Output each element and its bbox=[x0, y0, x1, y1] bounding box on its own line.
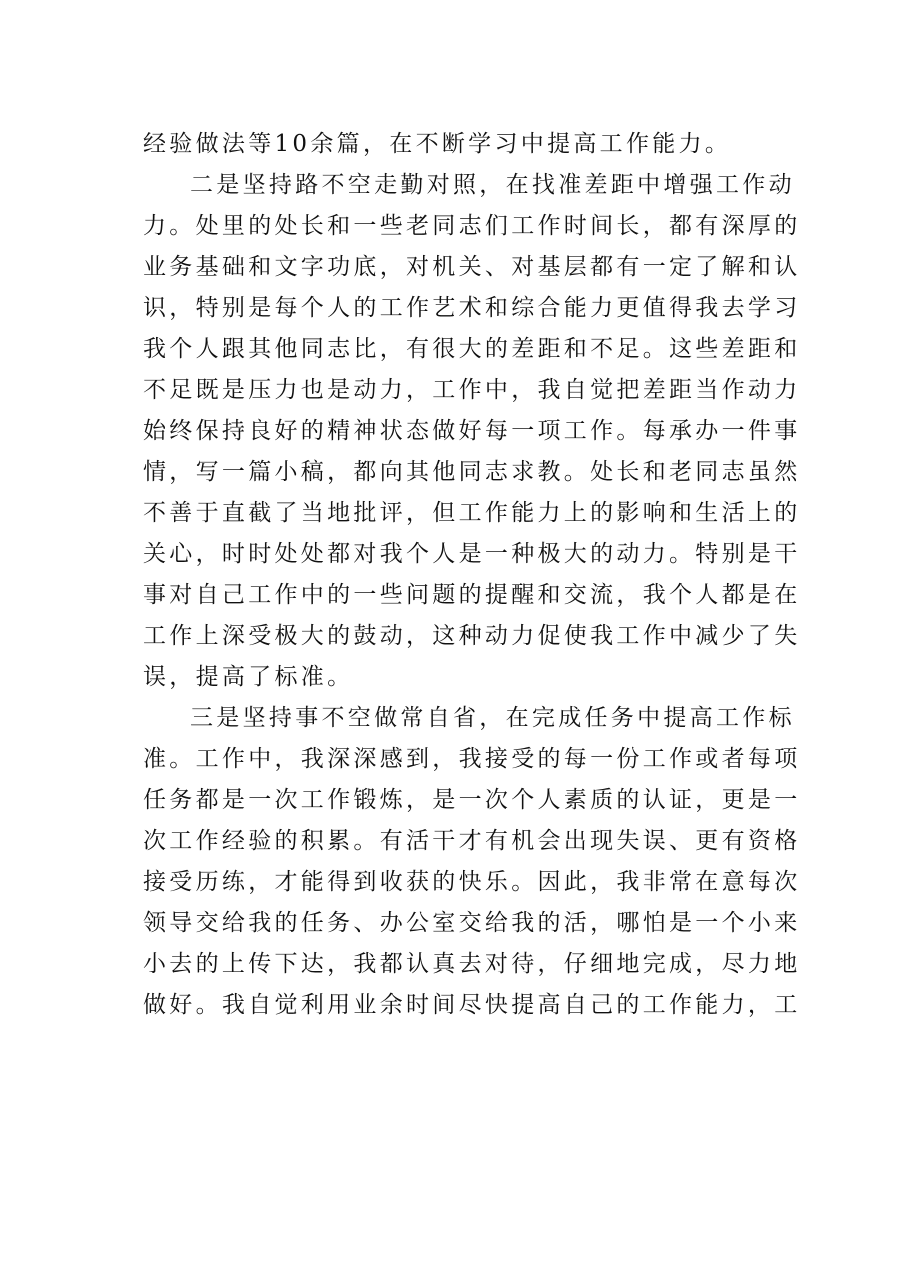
text-line: 小去的上传下达，我都认真去对待，仔细地完成，尽力地 bbox=[143, 951, 801, 977]
text-line: 做好。我自觉利用业余时间尽快提高自己的工作能力，工 bbox=[143, 992, 801, 1018]
text-line: 力。处里的处长和一些老同志们工作时间长，都有深厚的 bbox=[143, 213, 801, 239]
text-line: 领导交给我的任务、办公室交给我的活，哪怕是一个小来 bbox=[143, 910, 801, 936]
text-line: 任务都是一次工作锻炼，是一次个人素质的认证，更是一 bbox=[143, 787, 801, 813]
text-line: 工作上深受极大的鼓动，这种动力促使我工作中减少了失 bbox=[143, 623, 801, 649]
text-line: 我个人跟其他同志比，有很大的差距和不足。这些差距和 bbox=[143, 336, 801, 362]
text-line: 误，提高了标准。 bbox=[143, 664, 354, 690]
text-line: 不善于直截了当地批评，但工作能力上的影响和生活上的 bbox=[143, 500, 801, 526]
text-line: 关心，时时处处都对我个人是一种极大的动力。特别是干 bbox=[143, 541, 801, 567]
text-line: 不足既是压力也是动力，工作中，我自觉把差距当作动力 bbox=[143, 377, 801, 403]
text-line: 业务基础和文字功底，对机关、对基层都有一定了解和认 bbox=[143, 254, 801, 280]
text-line: 识，特别是每个人的工作艺术和综合能力更值得我去学习 bbox=[143, 295, 801, 321]
text-line: 情，写一篇小稿，都向其他同志求教。处长和老同志虽然 bbox=[143, 459, 801, 485]
text-line: 经验做法等10余篇，在不断学习中提高工作能力。 bbox=[143, 131, 732, 157]
text-line: 接受历练，才能得到收获的快乐。因此，我非常在意每次 bbox=[143, 869, 801, 895]
paragraph-start-line: 二是坚持路不空走勤对照，在找准差距中增强工作动 bbox=[190, 172, 795, 198]
text-line: 次工作经验的积累。有活干才有机会出现失误、更有资格 bbox=[143, 828, 801, 854]
text-line: 事对自己工作中的一些问题的提醒和交流，我个人都是在 bbox=[143, 582, 801, 608]
text-line: 准。工作中，我深深感到，我接受的每一份工作或者每项 bbox=[143, 746, 801, 772]
paragraph-start-line: 三是坚持事不空做常自省，在完成任务中提高工作标 bbox=[190, 705, 795, 731]
text-line: 始终保持良好的精神状态做好每一项工作。每承办一件事 bbox=[143, 418, 801, 444]
